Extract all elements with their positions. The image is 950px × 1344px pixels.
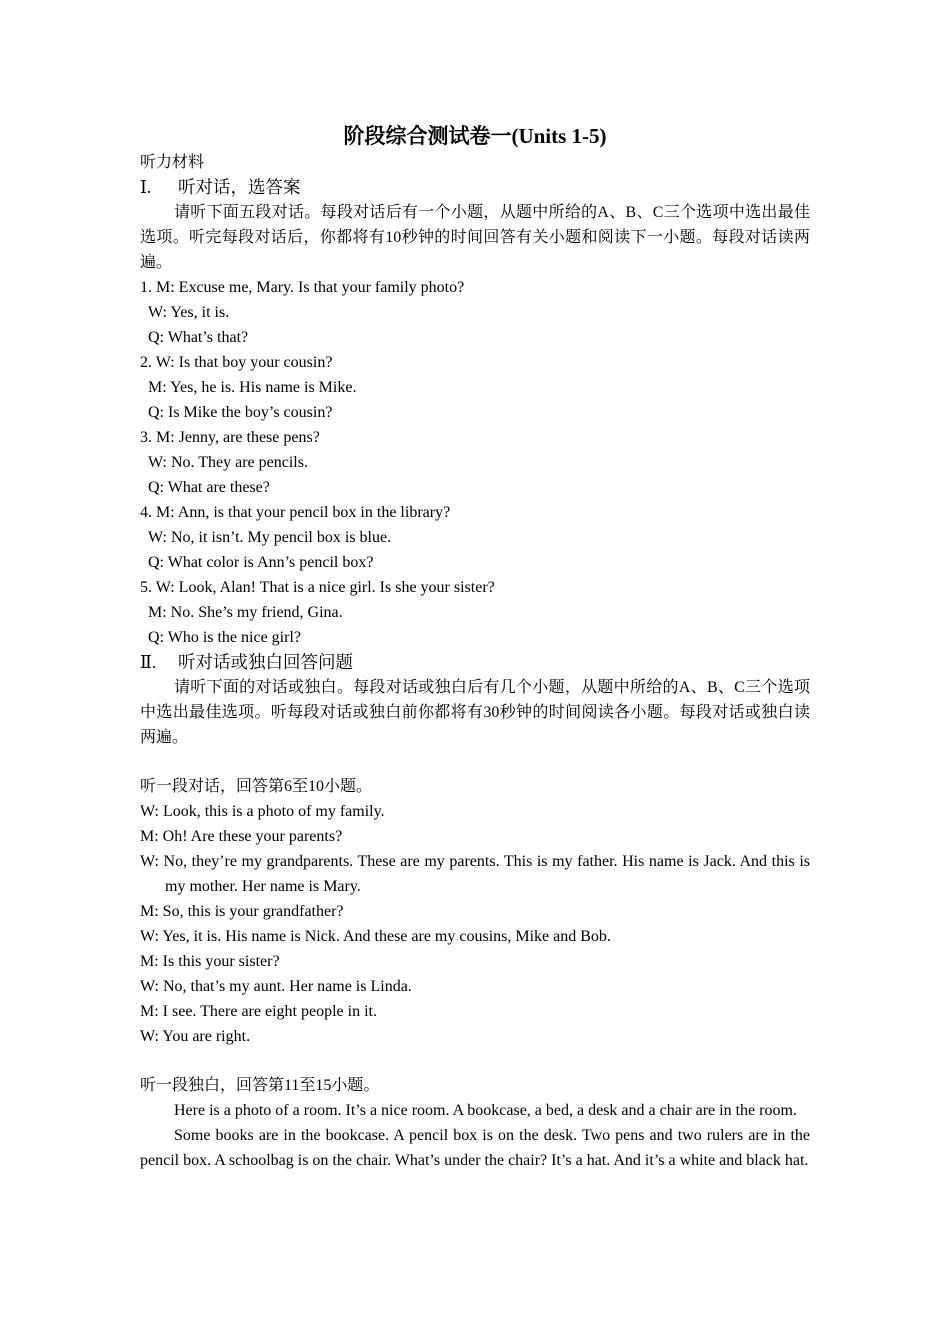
dialogue-question: Q: What’s that?	[148, 329, 249, 346]
dialogue-question: Q: Is Mike the boy’s cousin?	[148, 404, 333, 421]
section-1-heading	[140, 175, 810, 200]
section-1-title: 听对话，选答案	[178, 177, 301, 197]
dialogue-question: Q: What color is Ann’s pencil box?	[148, 554, 374, 571]
spacer	[140, 1049, 810, 1073]
dialogue-5	[140, 575, 810, 650]
monologue	[140, 1098, 810, 1173]
dialogue-line: M: Oh! Are these your parents?	[140, 828, 343, 845]
dialogue-line: M: Is this your sister?	[140, 953, 280, 970]
spacer	[140, 750, 810, 774]
dialogue-4	[140, 500, 810, 575]
dialogue-line: W: Yes, it is.	[148, 304, 230, 321]
dialogue-line: M: No. She’s my friend, Gina.	[148, 604, 343, 621]
dialogue-3	[140, 425, 810, 500]
dialogue-line: W: Yes, it is. His name is Nick. And these are my cousins, Mike and Bob.	[140, 928, 611, 945]
document-content	[140, 122, 810, 1173]
section-2-number: Ⅱ.	[140, 652, 157, 672]
material-label: 听力材料	[140, 154, 205, 171]
long-dialogue	[140, 799, 810, 1049]
dialogue-line: 5. W: Look, Alan! That is a nice girl. Is she your sister?	[140, 579, 495, 596]
dialogue-line: W: No. They are pencils.	[148, 454, 308, 471]
section-2-instructions: 请听下面的对话或独白。每段对话或独白后有几个小题，从题中所给的A、B、C三个选项中选出最佳选项。听每段对话或独白前你都将有30秒钟的时间阅读各小题。每段对话或独白读两遍。	[140, 679, 810, 746]
monologue-intro: 听一段独白，回答第11至15小题。	[140, 1077, 380, 1094]
dialogue-question: Q: Who is the nice girl?	[148, 629, 301, 646]
dialogue-line: 4. M: Ann, is that your pencil box in the library?	[140, 504, 451, 521]
section-1-number: Ⅰ.	[140, 177, 152, 197]
section-1-instructions: 请听下面五段对话。每段对话后有一个小题，从题中所给的A、B、C三个选项中选出最佳选项。听完每段对话后，你都将有10秒钟的时间回答有关小题和阅读下一小题。每段对话读两遍。	[140, 204, 810, 271]
dialogue-line: 1. M: Excuse me, Mary. Is that your family photo?	[140, 279, 465, 296]
dialogue-line: 3. M: Jenny, are these pens?	[140, 429, 320, 446]
dialogue-line: 2. W: Is that boy your cousin?	[140, 354, 333, 371]
dialogue-line: W: No, they’re my grandparents. These are my parents. This is my father. His name is Jack. And this is my mother. Her name is Mary.	[140, 853, 810, 895]
dialogue-intro: 听一段对话，回答第6至10小题。	[140, 778, 373, 795]
dialogue-line: W: No, it isn’t. My pencil box is blue.	[148, 529, 392, 546]
dialogue-2	[140, 350, 810, 425]
dialogue-line: W: You are right.	[140, 1028, 251, 1045]
monologue-paragraph: Here is a photo of a room. It’s a nice room. A bookcase, a bed, a desk and a chair are in the room.	[174, 1102, 797, 1119]
page-title: 阶段综合测试卷一(Units 1-5)	[343, 124, 607, 148]
monologue-paragraph: Some books are in the bookcase. A pencil box is on the desk. Two pens and two rulers are in the pencil box. A schoolbag is on the chair. What’s under the chair? It’s a hat. And it’s a white and black hat.	[140, 1127, 810, 1169]
section-2-heading	[140, 650, 810, 675]
dialogue-line: M: Yes, he is. His name is Mike.	[148, 379, 357, 396]
dialogue-line: M: I see. There are eight people in it.	[140, 1003, 377, 1020]
section-2-title: 听对话或独白回答问题	[178, 652, 353, 672]
dialogue-line: M: So, this is your grandfather?	[140, 903, 344, 920]
dialogue-line: W: No, that’s my aunt. Her name is Linda.	[140, 978, 412, 995]
dialogue-question: Q: What are these?	[148, 479, 270, 496]
dialogue-line: W: Look, this is a photo of my family.	[140, 803, 385, 820]
dialogue-1	[140, 275, 810, 350]
